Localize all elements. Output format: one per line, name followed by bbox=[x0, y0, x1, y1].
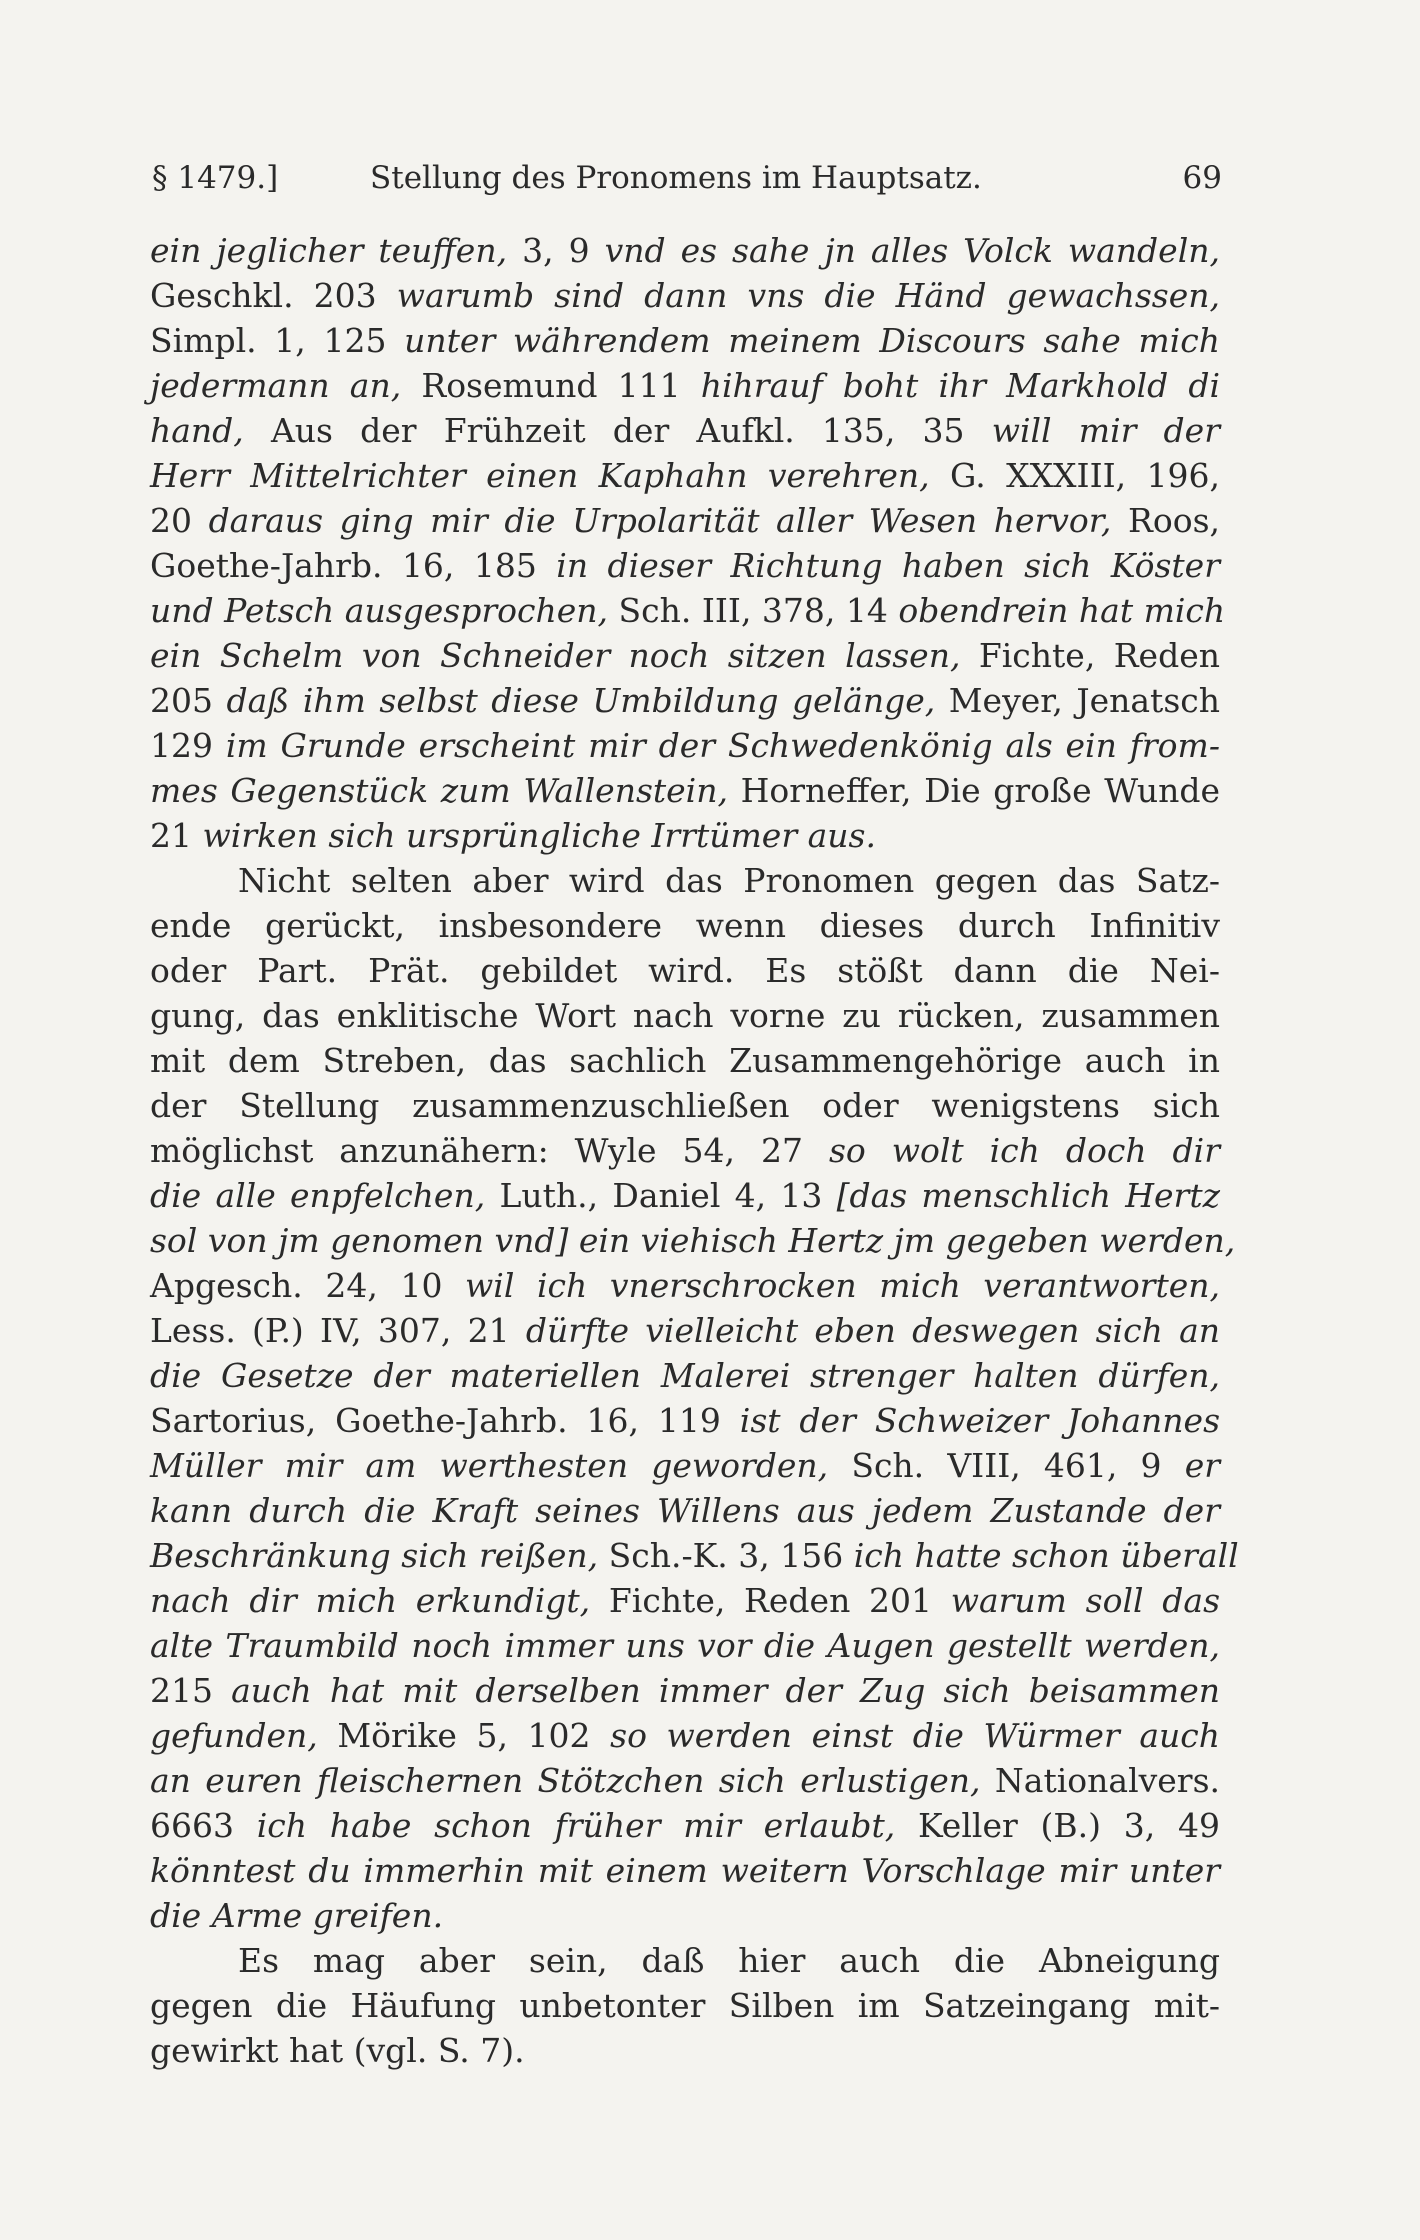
text-line bbox=[150, 1038, 1220, 1083]
running-header bbox=[152, 160, 1222, 208]
italic-quote: [das menschlich Hertz bbox=[836, 1176, 1220, 1215]
italic-quote: daraus ging mir die Urpolarität aller Wesen hervor, bbox=[208, 501, 1112, 540]
text-segment: der Stellung zusammenzuschließen oder wenigstens sich bbox=[150, 1086, 1220, 1125]
italic-quote: die Gesetze der materiellen Malerei strenger halten dürfen, bbox=[150, 1356, 1220, 1395]
text-line bbox=[150, 1758, 1220, 1803]
text-segment: Roos, bbox=[1111, 501, 1221, 540]
text-segment: Less. (P.) IV, 307, 21 bbox=[150, 1311, 526, 1350]
italic-quote: alte Traumbild noch immer uns vor die Augen gestellt werden, bbox=[150, 1626, 1220, 1665]
italic-quote: an euren fleischernen Stötzchen sich erlustigen, bbox=[150, 1761, 981, 1800]
italic-quote: ist der Schweizer Johannes bbox=[739, 1401, 1220, 1440]
text-line bbox=[150, 1668, 1220, 1713]
text-segment: Fichte, Reden bbox=[960, 636, 1220, 675]
italic-quote: kann durch die Kraft seines Willens aus jedem Zustande der bbox=[150, 1491, 1220, 1530]
text-line bbox=[150, 1803, 1220, 1848]
text-line bbox=[150, 1353, 1220, 1398]
text-line bbox=[150, 2028, 1220, 2073]
text-line bbox=[150, 1128, 1220, 1173]
text-segment: Sch.-K. 3, 156 bbox=[598, 1536, 854, 1575]
text-segment: ende gerückt, insbesondere wenn dieses durch Infinitiv bbox=[150, 906, 1220, 945]
text-line bbox=[150, 1263, 1220, 1308]
text-line bbox=[150, 408, 1220, 453]
text-segment: Sch. III, 378, 14 bbox=[608, 591, 899, 630]
text-segment: Sartorius, Goethe-Jahrb. 16, 119 bbox=[150, 1401, 740, 1440]
text-segment: Sch. VIII, 461, 9 bbox=[828, 1446, 1185, 1485]
text-line bbox=[150, 1173, 1220, 1218]
italic-quote: hihrauf boht ihr Markhold di bbox=[700, 366, 1220, 405]
italic-quote: vnd es sahe jn alles Volck wandeln, bbox=[604, 231, 1220, 270]
text-segment: 3, 9 bbox=[507, 231, 605, 270]
text-segment: Nationalvers. bbox=[980, 1761, 1220, 1800]
text-line bbox=[150, 1443, 1220, 1488]
text-line bbox=[150, 1218, 1236, 1263]
italic-quote: ein jeglicher teuffen, bbox=[150, 231, 508, 270]
text-line bbox=[150, 363, 1220, 408]
text-segment: Fichte, Reden 201 bbox=[590, 1581, 951, 1620]
page-number: 69 bbox=[1182, 160, 1222, 196]
italic-quote: warumb sind dann vns die Händ gewachssen, bbox=[396, 276, 1220, 315]
italic-quote: auch hat mit derselben immer der Zug sich beisammen bbox=[231, 1671, 1220, 1710]
text-line bbox=[150, 228, 1220, 273]
text-segment: Simpl. 1, 125 bbox=[150, 321, 405, 360]
text-line bbox=[150, 1983, 1220, 2028]
text-segment: G. XXXIII, 196, bbox=[929, 456, 1220, 495]
italic-quote: ich hatte schon überall bbox=[853, 1536, 1239, 1575]
italic-quote: gefunden, bbox=[150, 1716, 318, 1755]
text-line bbox=[150, 678, 1220, 723]
text-segment: 205 bbox=[150, 681, 227, 720]
text-segment: Nicht selten aber wird das Pronomen gegen das Satz- bbox=[238, 861, 1220, 900]
text-segment: 20 bbox=[150, 501, 209, 540]
text-line bbox=[150, 903, 1220, 948]
text-segment: Rosemund 111 bbox=[401, 366, 701, 405]
italic-quote: die Arme greifen. bbox=[150, 1896, 444, 1935]
text-line bbox=[150, 588, 1226, 633]
italic-quote: mes Gegenstück zum Wallenstein, bbox=[150, 771, 728, 810]
text-segment: Es mag aber sein, daß hier auch die Abneigung bbox=[238, 1941, 1220, 1980]
text-line bbox=[150, 993, 1220, 1038]
italic-quote: im Grunde erscheint mir der Schwedenkönig als ein from- bbox=[225, 726, 1220, 765]
text-segment: gewirkt hat (vgl. S. 7). bbox=[150, 2031, 525, 2070]
text-line bbox=[150, 543, 1220, 588]
text-segment: Mörike 5, 102 bbox=[317, 1716, 611, 1755]
italic-quote: dürfte vielleicht eben deswegen sich an bbox=[525, 1311, 1220, 1350]
italic-quote: nach dir mich erkundigt, bbox=[150, 1581, 591, 1620]
italic-quote: er bbox=[1184, 1446, 1221, 1485]
text-line bbox=[150, 1848, 1220, 1893]
text-segment: 129 bbox=[150, 726, 226, 765]
text-line bbox=[150, 948, 1220, 993]
text-segment: möglichst anzunähern: Wyle 54, 27 bbox=[150, 1131, 829, 1170]
text-line bbox=[150, 1938, 1220, 1983]
running-title: Stellung des Pronomens im Hauptsatz. bbox=[370, 160, 982, 196]
text-line bbox=[150, 1623, 1220, 1668]
italic-quote: will mir der bbox=[991, 411, 1220, 450]
text-line bbox=[150, 858, 1220, 903]
italic-quote: daß ihm selbst diese Umbildung gelänge, bbox=[226, 681, 936, 720]
body-text bbox=[150, 228, 1239, 2073]
italic-quote: wirken sich ursprüngliche Irrtümer aus. bbox=[202, 816, 876, 855]
italic-quote: warum soll das bbox=[950, 1581, 1221, 1620]
italic-quote: Beschränkung sich reißen, bbox=[150, 1536, 599, 1575]
text-line bbox=[150, 1893, 1220, 1938]
italic-quote: so werden einst die Würmer auch bbox=[610, 1716, 1220, 1755]
text-line bbox=[150, 723, 1220, 768]
text-line bbox=[150, 813, 1220, 858]
text-segment: Luth., Daniel 4, 13 bbox=[485, 1176, 837, 1215]
text-line bbox=[150, 273, 1220, 318]
text-segment: Aus der Frühzeit der Aufkl. 135, 35 bbox=[243, 411, 992, 450]
text-segment: Goethe-Jahrb. 16, 185 bbox=[150, 546, 557, 585]
text-line bbox=[150, 1578, 1220, 1623]
text-segment: gegen die Häufung unbetonter Silben im Satzeingang mit- bbox=[150, 1986, 1220, 2025]
italic-quote: ein Schelm von Schneider noch sitzen lassen, bbox=[150, 636, 961, 675]
text-line bbox=[150, 1083, 1220, 1128]
text-line bbox=[150, 768, 1220, 813]
italic-quote: Müller mir am werthesten geworden, bbox=[150, 1446, 829, 1485]
text-segment: Keller (B.) 3, 49 bbox=[895, 1806, 1220, 1845]
text-segment: Apgesch. 24, 10 bbox=[150, 1266, 466, 1305]
text-line bbox=[150, 1488, 1220, 1533]
text-segment: mit dem Streben, das sachlich Zusammengehörige auch in bbox=[150, 1041, 1220, 1080]
italic-quote: ich habe schon früher mir erlaubt, bbox=[256, 1806, 896, 1845]
text-segment: oder Part. Prät. gebildet wird. Es stößt dann die Nei- bbox=[150, 951, 1220, 990]
text-line bbox=[150, 318, 1220, 363]
text-line bbox=[150, 1308, 1220, 1353]
italic-quote: hand, bbox=[150, 411, 244, 450]
text-line bbox=[150, 633, 1220, 678]
text-segment: Geschkl. 203 bbox=[150, 276, 397, 315]
text-segment: gung, das enklitische Wort nach vorne zu rücken, zusammen bbox=[150, 996, 1220, 1035]
text-line bbox=[150, 1533, 1239, 1578]
section-number: § 1479.] bbox=[152, 160, 279, 196]
text-line bbox=[150, 1398, 1220, 1443]
italic-quote: sol von jm genomen vnd] ein viehisch Hertz jm gegeben werden, bbox=[150, 1221, 1236, 1260]
text-line bbox=[150, 1713, 1220, 1758]
italic-quote: und Petsch ausgesprochen, bbox=[150, 591, 609, 630]
text-segment: Meyer, Jenatsch bbox=[935, 681, 1220, 720]
text-segment: 21 bbox=[150, 816, 203, 855]
italic-quote: könntest du immerhin mit einem weitern Vorschlage mir unter bbox=[150, 1851, 1220, 1890]
text-line bbox=[150, 498, 1220, 543]
text-segment: 6663 bbox=[150, 1806, 257, 1845]
text-segment: 215 bbox=[150, 1671, 232, 1710]
text-segment: Horneffer, Die große Wunde bbox=[727, 771, 1220, 810]
italic-quote: unter währendem meinem Discours sahe mich bbox=[404, 321, 1220, 360]
italic-quote: wil ich vnerschrocken mich verantworten, bbox=[465, 1266, 1220, 1305]
italic-quote: Herr Mittelrichter einen Kaphahn verehren, bbox=[150, 456, 930, 495]
italic-quote: die alle enpfelchen, bbox=[150, 1176, 486, 1215]
italic-quote: obendrein hat mich bbox=[898, 591, 1226, 630]
italic-quote: in dieser Richtung haben sich Köster bbox=[556, 546, 1220, 585]
italic-quote: jedermann an, bbox=[150, 366, 402, 405]
text-line bbox=[150, 453, 1220, 498]
italic-quote: so wolt ich doch dir bbox=[828, 1131, 1220, 1170]
